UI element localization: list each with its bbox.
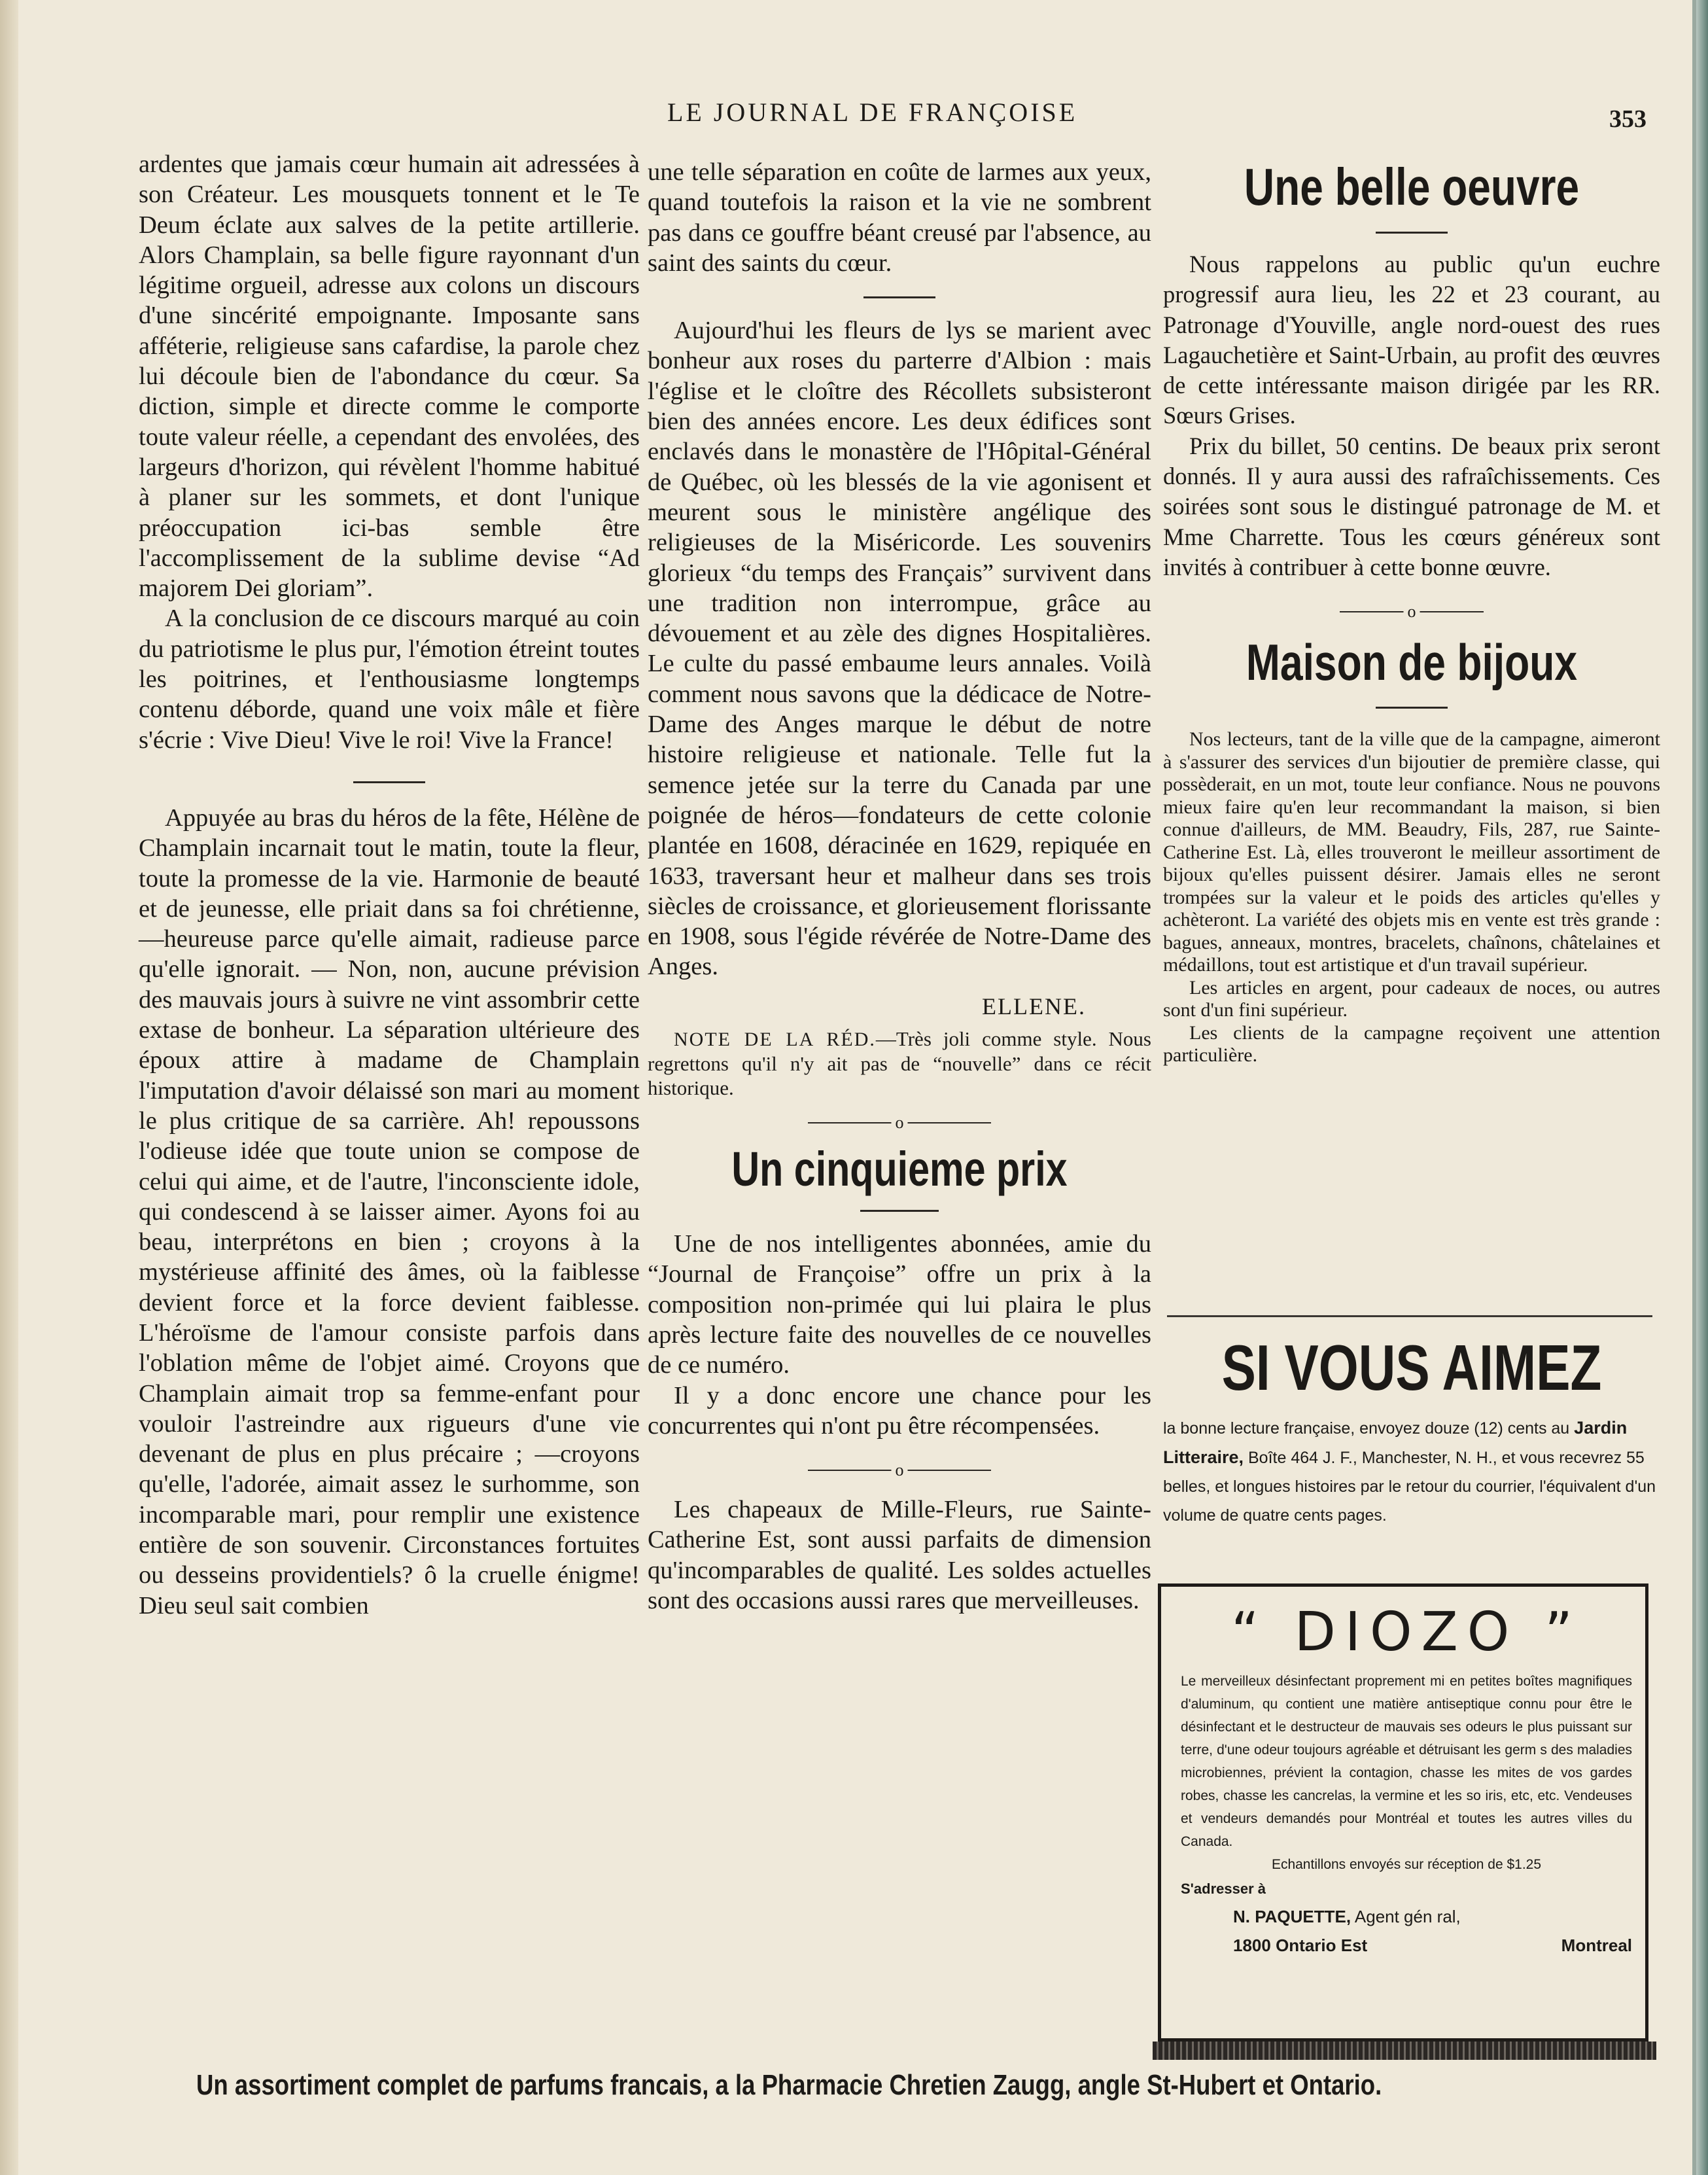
bijoux-paragraph: Les clients de la campagne reçoivent une attention particulière. [1163, 1021, 1660, 1067]
footer-advertisement: Un assortiment complet de parfums francais, a la Pharmacie Chretien Zaugg, angle St-Hubert et Ontario. [196, 2069, 1382, 2101]
diozo-ad-content [1181, 1596, 1632, 1960]
page-number: 353 [1609, 105, 1647, 133]
jardin-litteraire-name: Jardin Litteraire, [1163, 1418, 1628, 1467]
article-paragraph: A la conclusion de ce discours marqué au coin du patriotisme le plus pur, l'émotion étreint toutes les poitrines, et l'enthousiasme longtemps contenu déborde, quand une voix mâle et fière s'écrie : Vive Dieu! Vive le roi! Vive la France! [139, 605, 640, 754]
prize-paragraph: Il y a donc encore une chance pour les concurrentes qui n'ont pu être récompensées. [648, 1381, 1151, 1440]
diozo-agent-name: N. PAQUETTE, [1233, 1907, 1351, 1926]
bijoux-paragraph: Nos lecteurs, tant de la ville que de la campagne, aimeront à s'assurer des services d'un bijoutier de première classe, qui possèderait, en un mot, toute leur confiance. Nous ne pouvons mieux faire qu'en leur recommandant la maison, si bien connue d'ailleurs, de MM. Beaudry, Fils, 287, rue Sainte-Catherine Est. Là, elles trouveront le meilleur assortiment de bijoux qu'elles puissent désirer. Jamais elles ne seront trompées sur la valeur et le poids des articles qu'elles y achèteront. La variété des objets mis en vente est très grande : bagues, anneaux, montres, bracelets, chaînons, châtelaines et médaillons, tout est artistique et d'un travail supérieur. [1163, 728, 1660, 976]
article-paragraph: Appuyée au bras du héros de la fête, Hélène de Champlain incarnait tout le matin, toute la fleur, toute la promesse de la vie. Harmonie de beauté et de jeunesse, elle priait dans sa foi chrétienne,—heureuse parce qu'elle aimait, radieuse parce qu'elle ignorait. — Non, non, aucune prévision des mauvais jours à suivre ne vint assombrir cette extase de bonheur. La séparation ultérieure des époux attire à madame de Champlain l'imputation d'avoir délaissé son mari au moment le plus critique de sa carrière. Ah! repoussons l'odieuse idée que toute union se compose de celui qui aime, et de l'autre, l'inconsciente idole, qui condescend à se laisser aimer. Ayons foi au beau, interprétons en bien ; croyons à la mystérieuse affinité des âmes, où la faiblesse devient force et la force devient faiblesse. L'héroïsme de l'amour consiste parfois dans l'oblation même de l'objet aimé. Croyons que Champlain aimait trop sa femme-enfant pour vouloir l'astreindre aux rigueurs d'une vie devenant de plus en plus précaire ; —croyons qu'elle, l'adorée, aimait assez le surhomme, son incomparable mari, pour remplir une existence entière de son souvenir. Circonstances fortuites ou desseins providentiels? ô la cruelle énigme! Dieu seul sait combien [139, 804, 640, 1619]
page-left-edge [0, 0, 18, 2175]
ornament-glyph: o [892, 1460, 908, 1480]
diozo-city: Montreal [1561, 1936, 1632, 1955]
headline-cinquieme-prix: Un cinquieme prix [731, 1142, 1068, 1197]
ornament-divider [808, 1113, 991, 1133]
diozo-street: 1800 Ontario Est [1233, 1936, 1368, 1955]
section-rule [1376, 232, 1448, 234]
journal-title: LE JOURNAL DE FRANÇOISE [667, 97, 1078, 127]
ornament-divider [1340, 602, 1484, 622]
section-rule [353, 781, 425, 783]
section-rule [863, 296, 935, 298]
section-rule [1376, 707, 1448, 709]
editor-note-text: —Très joli comme style. Nous regrettons qu'il n'y ait pas de “nouvelle” dans ce récit historique. [648, 1027, 1151, 1100]
column-3 [1163, 154, 1660, 1067]
diozo-samples: Echantillons envoyés sur réception de $1.25 [1271, 1857, 1542, 1872]
ornament-glyph: o [1404, 602, 1420, 622]
diozo-body: Le merveilleux désinfectant proprement mi en petites boîtes magnifiques d'aluminum, qu contient une matière antiseptique connu pour être le désinfectant et le destructeur de mauvais ses odeurs le plus puissant sur terre, d'une odeur toujours agréable et détruisant les germ s des maladies microbiennes, prévient la contagion, chasse les mites de vos gardes robes, chasse les cancrelas, la vermine et les so iris, etc, etc. Vendeuses et vendeurs demandés pour Montréal et toutes les autres villes du Canada. [1181, 1674, 1632, 1849]
aimez-text: Boîte 464 J. F., Manchester, N. H., et vous recevrez 55 belles, et longues histoires par le retour du courrier, l'équivalent d'un volume de quatre cents pages. [1163, 1449, 1656, 1525]
column-2 [648, 157, 1151, 1616]
aimez-body [1163, 1413, 1660, 1530]
aimez-text: la bonne lecture française, envoyez douze (12) cents au [1163, 1419, 1570, 1438]
oeuvre-paragraph: Prix du billet, 50 centins. De beaux prix seront donnés. Il y aura aussi des rafraîchissements. Ces soirées sont sous le distingué patronage de M. et Mme Charrette. Tous les cœurs généreux sont invités à contribuer à cette bonne œuvre. [1163, 432, 1660, 580]
section-rule [1167, 1315, 1652, 1317]
article-paragraph: une telle séparation en coûte de larmes aux yeux, quand toutefois la raison et la vie ne sombrent pas dans ce gouffre béant creusé par l'absence, au saint des saints du cœur. [648, 158, 1151, 277]
diozo-agent-line [1181, 1902, 1632, 1931]
ornament-divider [808, 1460, 991, 1480]
headline-maison-bijoux: Maison de bijoux [1246, 633, 1578, 692]
aimez-ad [1163, 1328, 1660, 1530]
page-right-edge [1696, 0, 1708, 2175]
diozo-ad-box [1158, 1583, 1648, 2042]
column-1 [139, 149, 640, 1621]
prize-paragraph: Une de nos intelligentes abonnées, amie du “Journal de Françoise” offre un prix à la composition non-primée qui lui plaira le plus après lecture faite des nouvelles de ce nouvelles de ce numéro. [648, 1230, 1151, 1379]
ornament-glyph: o [892, 1113, 908, 1133]
section-rule [860, 1210, 939, 1212]
oeuvre-paragraph: Nous rappelons au public qu'un euchre progressif aura lieu, les 22 et 23 courant, au Patronage d'Youville, angle nord-ouest des rues Lagauchetière et Saint-Urbain, au profit des œuvres de cette intéressante maison dirigée par les RR. Sœurs Grises. [1163, 251, 1660, 429]
article-signature: ELLENE. [982, 993, 1086, 1019]
diozo-agent-title: Agent gén ral, [1354, 1907, 1461, 1926]
headline-si-vous-aimez: SI VOUS AIMEZ [1221, 1332, 1602, 1404]
editor-note-lead: NOTE DE LA RÉD. [674, 1029, 876, 1051]
hats-paragraph: Les chapeaux de Mille-Fleurs, rue Sainte-Catherine Est, sont aussi parfaits de dimension qu'incomparables de qualité. Les soldes actuelles sont des occasions aussi rares que merveilleuses. [648, 1496, 1151, 1614]
editor-note [648, 1027, 1151, 1100]
diozo-address-label: S'adresser à [1181, 1881, 1266, 1897]
article-paragraph: Aujourd'hui les fleurs de lys se marient avec bonheur aux roses du parterre d'Albion : mais l'église et le cloître des Récollets subsisteront bien des années encore. Les deux édifices sont enclavés dans le monastère de l'Hôpital-Général de Québec, où les blessés de la vie agonisent et meurent sous le ministère angélique des religieuses de la Miséricorde. Les souvenirs glorieux “du temps des Français” survivent dans une tradition non interrompue, grâce au dévouement et au zèle des dignes Hospitalières. Le culte du passé embaume leurs annales. Voilà comment nous savons que la dédicace de Notre-Dame des Anges marque le début de notre histoire religieuse et nationale. Telle fut la semence jetée sur la terre du Canada par une poignée de héros—fondateurs de cette colonie plantée en 1608, déracinée en 1629, repiquée en 1633, traversant heur et malheur dans ses trois siècles de croissance, et glorieusement florissante en 1908, sous l'égide révérée de Notre-Dame des Anges. [648, 317, 1151, 981]
diozo-address-line [1181, 1931, 1632, 1960]
diozo-title: “ DIOZO ” [1231, 1601, 1582, 1663]
article-paragraph: ardentes que jamais cœur humain ait adressées à son Créateur. Les mousquets tonnent et le Te Deum éclate aux salves de la petite artillerie. Alors Champlain, sa belle figure rayonnant d'un légitime orgueil, adresse aux colons un discours d'une sincérité empoignante. Imposante sans afféterie, religieuse sans cafardise, la parole chez lui découle bien de l'abondance du cœur. Sa diction, simple et directe comme le comporte toute valeur réelle, a cependant des envolées, des largeurs d'horizon, qui révèlent l'homme habitué à planer sur les sommets, et dont l'unique préoccupation ici-bas semble être l'accomplissement de la sublime devise “Ad majorem Dei gloriam”. [139, 150, 640, 603]
bijoux-paragraph: Les articles en argent, pour cadeaux de noces, ou autres sont d'un fini supérieur. [1163, 976, 1660, 1021]
diozo-ad-shadow [1153, 2042, 1656, 2060]
headline-belle-oeuvre: Une belle oeuvre [1244, 158, 1580, 216]
